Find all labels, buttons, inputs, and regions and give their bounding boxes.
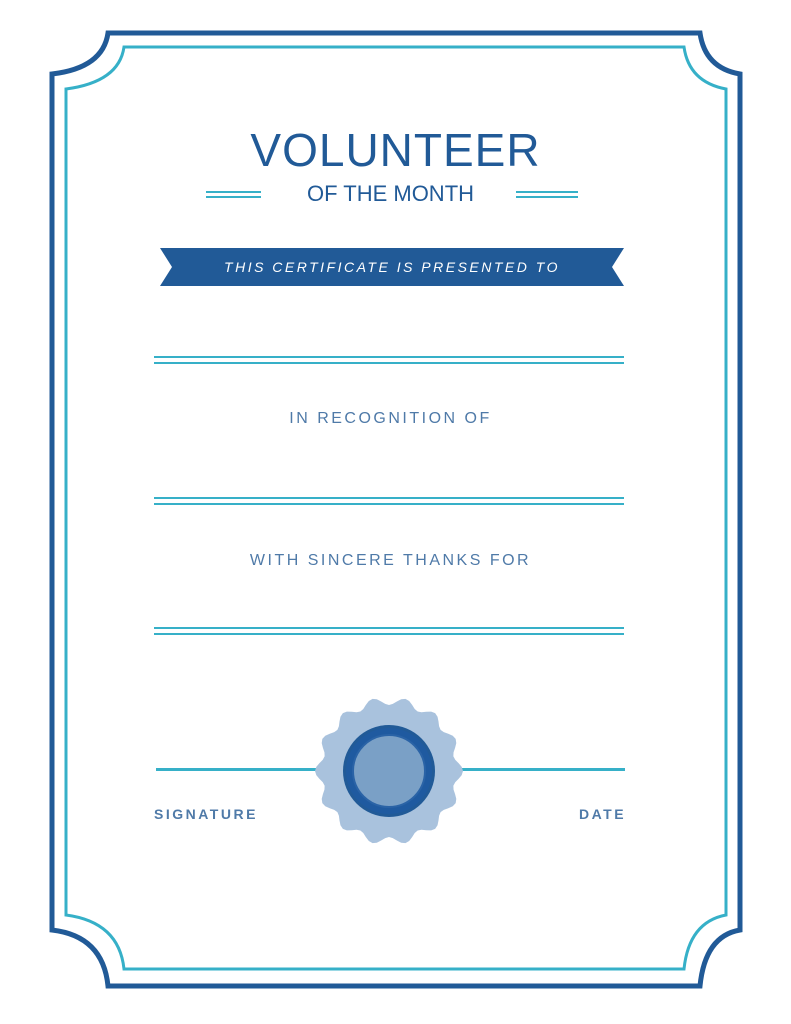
thanks-line[interactable] — [154, 627, 624, 635]
subtitle-deco-left — [206, 191, 261, 198]
recognition-label: IN RECOGNITION OF — [289, 410, 492, 427]
certificate-subtitle: OF THE MONTH — [306, 181, 475, 206]
recognition-line[interactable] — [154, 497, 624, 505]
certificate-title: VOLUNTEER — [250, 124, 541, 176]
date-label: DATE — [579, 806, 627, 822]
ribbon-text: THIS CERTIFICATE IS PRESENTED TO — [224, 259, 560, 275]
signature-line[interactable] — [156, 768, 328, 771]
recipient-name-line[interactable] — [154, 356, 624, 364]
date-line[interactable] — [452, 768, 625, 771]
seal-icon — [314, 696, 464, 846]
subtitle-deco-right — [516, 191, 578, 198]
thanks-label: WITH SINCERE THANKS FOR — [249, 552, 532, 569]
signature-label: SIGNATURE — [154, 806, 258, 822]
